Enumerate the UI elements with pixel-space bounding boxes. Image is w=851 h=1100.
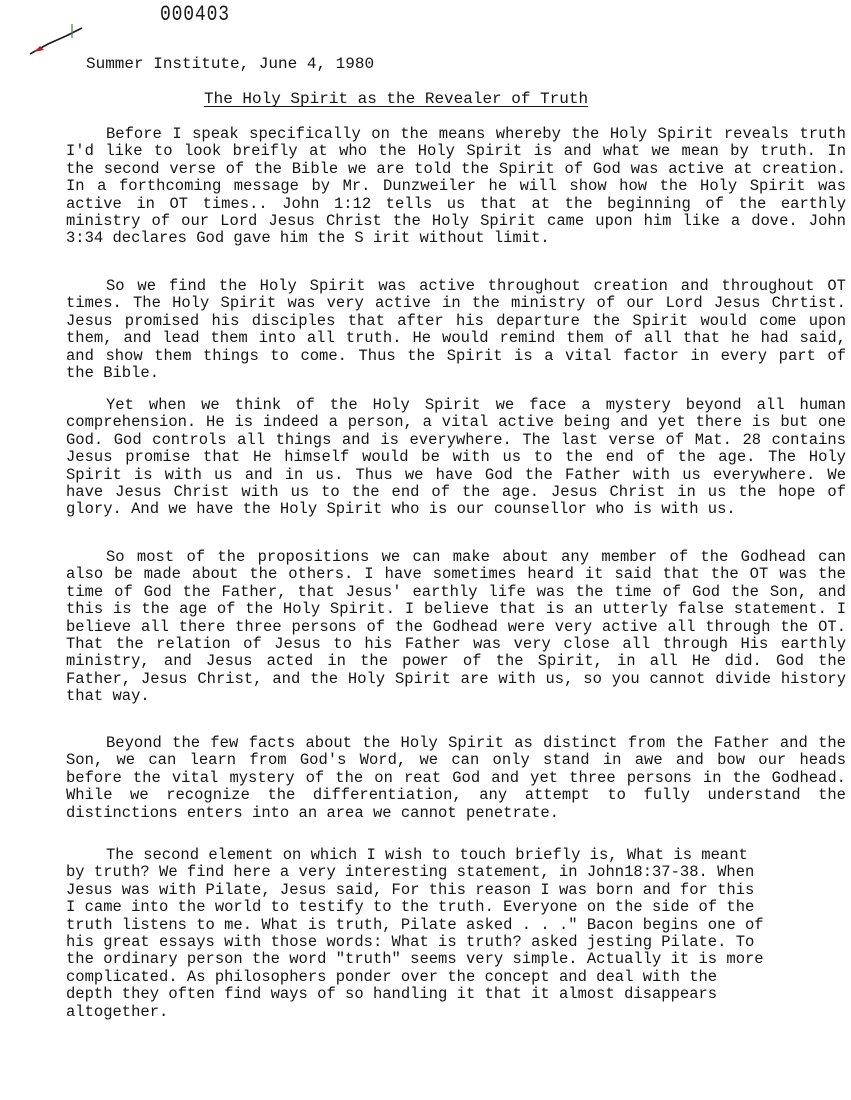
document-title: The Holy Spirit as the Revealer of Truth: [204, 90, 589, 108]
date-line: Summer Institute, June 4, 1980: [86, 55, 375, 73]
paragraph-2: So we find the Holy Spirit was active throughout creation and throughout OT times. The Holy Spirit was very active in the ministry of our Lord Jesus Chrtist. Jesus promised his disciples that after his departure the Spirit would come upon them, and lead them into all truth. He would remind them of all that he had said, and show them things to come. Thus the Spirit is a vital factor in every part of the Bible.: [66, 277, 846, 383]
paragraph-4: So most of the propositions we can make about any member of the Godhead can also be made about the others. I have sometimes heard it said that the OT was the time of God the Father, that Jesus' earthly life was the time of God the Son, and this is the age of the Holy Spirit. I believe that is an utterly false statement. I believe all there three persons of the Godhead were very active all through the OT. That the relation of Jesus to his Father was very close all through His earthly ministry, and Jesus acted in the power of the Spirit, in all He did. God the Father, Jesus Christ, and the Holy Spirit are with us, so you cannot divide history that way.: [66, 548, 846, 706]
paragraph-5: Beyond the few facts about the Holy Spirit as distinct from the Father and the Son, we can learn from God's Word, we can only stand in awe and bow our heads before the vital mystery of the on reat God and yet three persons in the Godhead. While we recognize the differentiation, any attempt to fully understand the distinctions enters into an area we cannot penetrate.: [66, 734, 846, 822]
paragraph-3: Yet when we think of the Holy Spirit we face a mystery beyond all human comprehension. He is indeed a person, a vital active being and yet there is but one God. God controls all things and is everywhere. The last verse of Mat. 28 contains Jesus promise that He himself would be with us to the end of the age. The Holy Spirit is with us and in us. Thus we have God the Father with us everywhere. We have Jesus Christ with us to the end of the age. Jesus Christ in us the hope of glory. And we have the Holy Spirit who is our counsellor who is with us.: [66, 396, 846, 519]
page-number: 000403: [160, 2, 230, 27]
paragraph-6: The second element on which I wish to touch briefly is, What is meant by truth? We find here a very interesting statement, in John18:37-38. When Jesus was with Pilate, Jesus said, For this reason I was born and for this I came into the world to testify to the truth. Everyone on the side of the truth listens to me. What is truth, Pilate asked . . ." Bacon begins one of his great essays with those words: What is truth? asked jesting Pilate. To the ordinary person the word "truth" seems very simple. Actually it is more complicated. As philosophers ponder over the concept and deal with the depth they often find ways of so handling it that it almost disappears altogether.: [66, 846, 764, 1021]
pen-mark-icon: [28, 24, 84, 58]
paragraph-1: Before I speak specifically on the means whereby the Holy Spirit reveals truth I'd like to look breifly at who the Holy Spirit is and what we mean by truth. In the second verse of the Bible we are told the Spirit of God was active at creation. In a forthcoming message by Mr. Dunzweiler he will show how the Holy Spirit was active in OT times.. John 1:12 tells us that at the beginning of the earthly ministry of our Lord Jesus Christ the Holy Spirit came upon him like a dove. John 3:34 declares God gave him the S irit without limit.: [66, 125, 846, 248]
